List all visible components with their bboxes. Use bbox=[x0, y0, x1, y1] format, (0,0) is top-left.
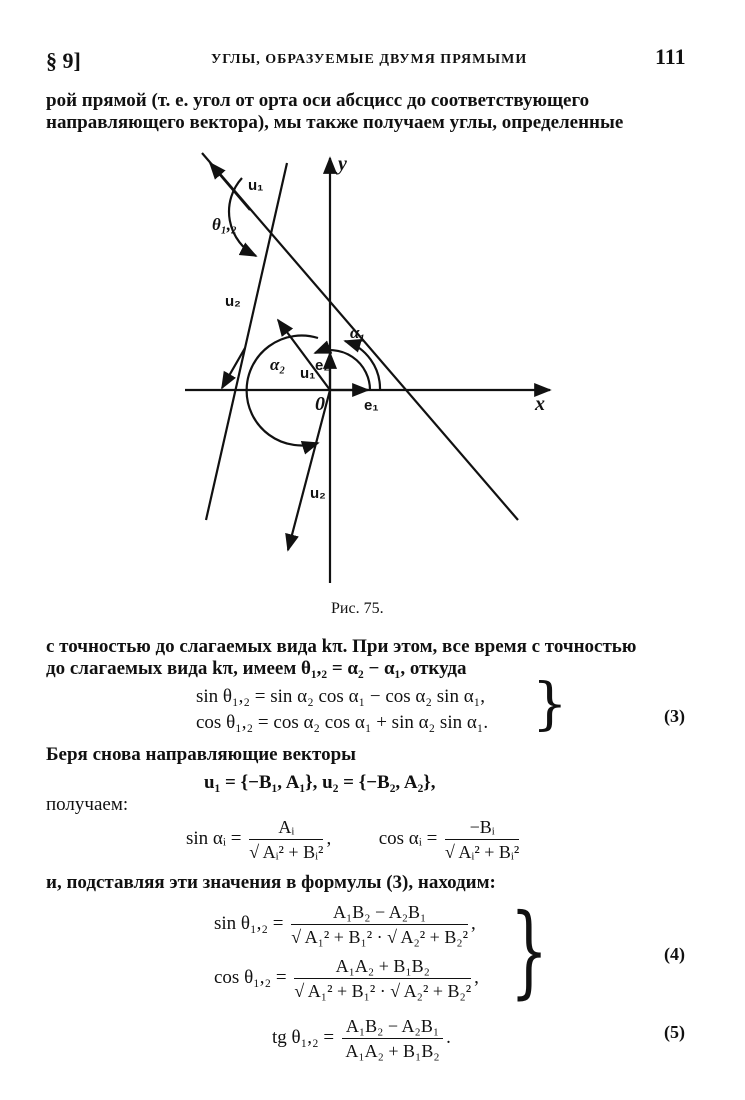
sin-alpha-comma: , bbox=[326, 827, 332, 849]
label-y: y bbox=[338, 153, 347, 175]
eq5-period: . bbox=[446, 1026, 451, 1048]
eq4-cos-den: √ A₁² + B₁² · √ A₂² + B₂² bbox=[294, 981, 472, 1001]
eq5 bbox=[272, 1014, 451, 1063]
label-alpha2: α₂ bbox=[270, 355, 286, 374]
eq4-sin bbox=[214, 900, 476, 949]
label-u1-top: u₁ bbox=[248, 177, 264, 194]
text-substituting: и, подставляя эти значения в формулы (3), находим: bbox=[46, 872, 496, 893]
eq4-sin-fraction bbox=[291, 900, 468, 949]
eq5-number: (5) bbox=[664, 1022, 685, 1042]
cos-alpha-den: √ Aᵢ² + Bᵢ² bbox=[445, 842, 520, 862]
sin-alpha-fraction bbox=[249, 815, 323, 864]
eq4-sin-num: A₁B₂ − A₂B₁ bbox=[291, 900, 468, 925]
paragraph-2 bbox=[46, 636, 696, 680]
label-alpha1: α₁ bbox=[350, 323, 366, 342]
eq4-number: (4) bbox=[664, 944, 685, 964]
eq3-number: (3) bbox=[664, 706, 685, 726]
text-we-get: получаем: bbox=[46, 794, 129, 815]
eq4-sin-lhs: sin θ₁,₂ = bbox=[214, 912, 284, 934]
eq-alpha bbox=[186, 815, 522, 864]
label-e2: e₂ bbox=[315, 357, 331, 374]
para2-line-2: до слагаемых вида kπ, имеем θ₁,₂ = α₂ − α₁, откуда bbox=[46, 658, 467, 679]
text-vectors-intro: Беря снова направляющие векторы bbox=[46, 744, 356, 765]
sin-alpha-num: Aᵢ bbox=[249, 815, 323, 840]
intro-line-1: рой прямой (т. е. угол от орта оси абсцисс до соответствующего bbox=[46, 90, 590, 111]
sin-alpha-den: √ Aᵢ² + Bᵢ² bbox=[249, 842, 324, 862]
eq4-cos-num: A₁A₂ + B₁B₂ bbox=[294, 954, 471, 979]
eq3-line-2: cos θ₁,₂ = cos α₂ cos α₁ + sin α₂ sin α₁. bbox=[196, 712, 489, 733]
label-e1: e₁ bbox=[364, 397, 379, 414]
label-u2-bottom: u₂ bbox=[310, 485, 326, 502]
eq3-brace: } bbox=[532, 672, 568, 737]
eq4-sin-den: √ A₁² + B₁² · √ A₂² + B₂² bbox=[291, 927, 469, 947]
figure-75 bbox=[170, 148, 570, 598]
eq4-sin-comma: , bbox=[471, 912, 476, 934]
label-origin: 0 bbox=[315, 393, 325, 415]
label-x: x bbox=[535, 393, 545, 415]
eq4-cos-comma: , bbox=[474, 966, 479, 988]
para2-line-1: с точностью до слагаемых вида kπ. При этом, все время с точностью bbox=[46, 636, 637, 657]
eq3-line-1: sin θ₁,₂ = sin α₂ cos α₁ − cos α₂ sin α₁, bbox=[196, 686, 486, 707]
page-number: 111 bbox=[655, 44, 686, 69]
eq5-lhs: tg θ₁,₂ = bbox=[272, 1026, 335, 1048]
eq5-num: A₁B₂ − A₂B₁ bbox=[342, 1014, 443, 1039]
sin-alpha-lhs: sin αᵢ = bbox=[186, 827, 242, 849]
eq4-cos-lhs: cos θ₁,₂ = bbox=[214, 966, 287, 988]
eq5-fraction bbox=[342, 1014, 443, 1063]
eq4-cos-fraction bbox=[294, 954, 471, 1003]
direction-vectors: u₁ = {−B₁, A₁}, u₂ = {−B₂, A₂}, bbox=[204, 772, 436, 793]
cos-alpha-fraction bbox=[445, 815, 519, 864]
eq5-den: A₁A₂ + B₁B₂ bbox=[345, 1041, 440, 1061]
intro-line-2: направляющего вектора), мы также получаем углы, определенные bbox=[46, 112, 624, 133]
figure-caption: Рис. 75. bbox=[331, 600, 384, 617]
cos-alpha-num: −Bᵢ bbox=[445, 815, 519, 840]
section-marker: § 9] bbox=[46, 48, 81, 73]
cos-alpha-lhs: cos αᵢ = bbox=[378, 827, 438, 849]
label-theta: θ₁,₂ bbox=[212, 215, 237, 234]
label-u1-small: u₁ bbox=[300, 365, 316, 382]
intro-paragraph bbox=[46, 90, 696, 134]
eq4-brace: } bbox=[510, 892, 549, 1009]
label-u2-left: u₂ bbox=[225, 293, 241, 310]
running-title: УГЛЫ, ОБРАЗУЕМЫЕ ДВУМЯ ПРЯМЫМИ bbox=[211, 52, 528, 67]
eq4-cos bbox=[214, 954, 479, 1003]
